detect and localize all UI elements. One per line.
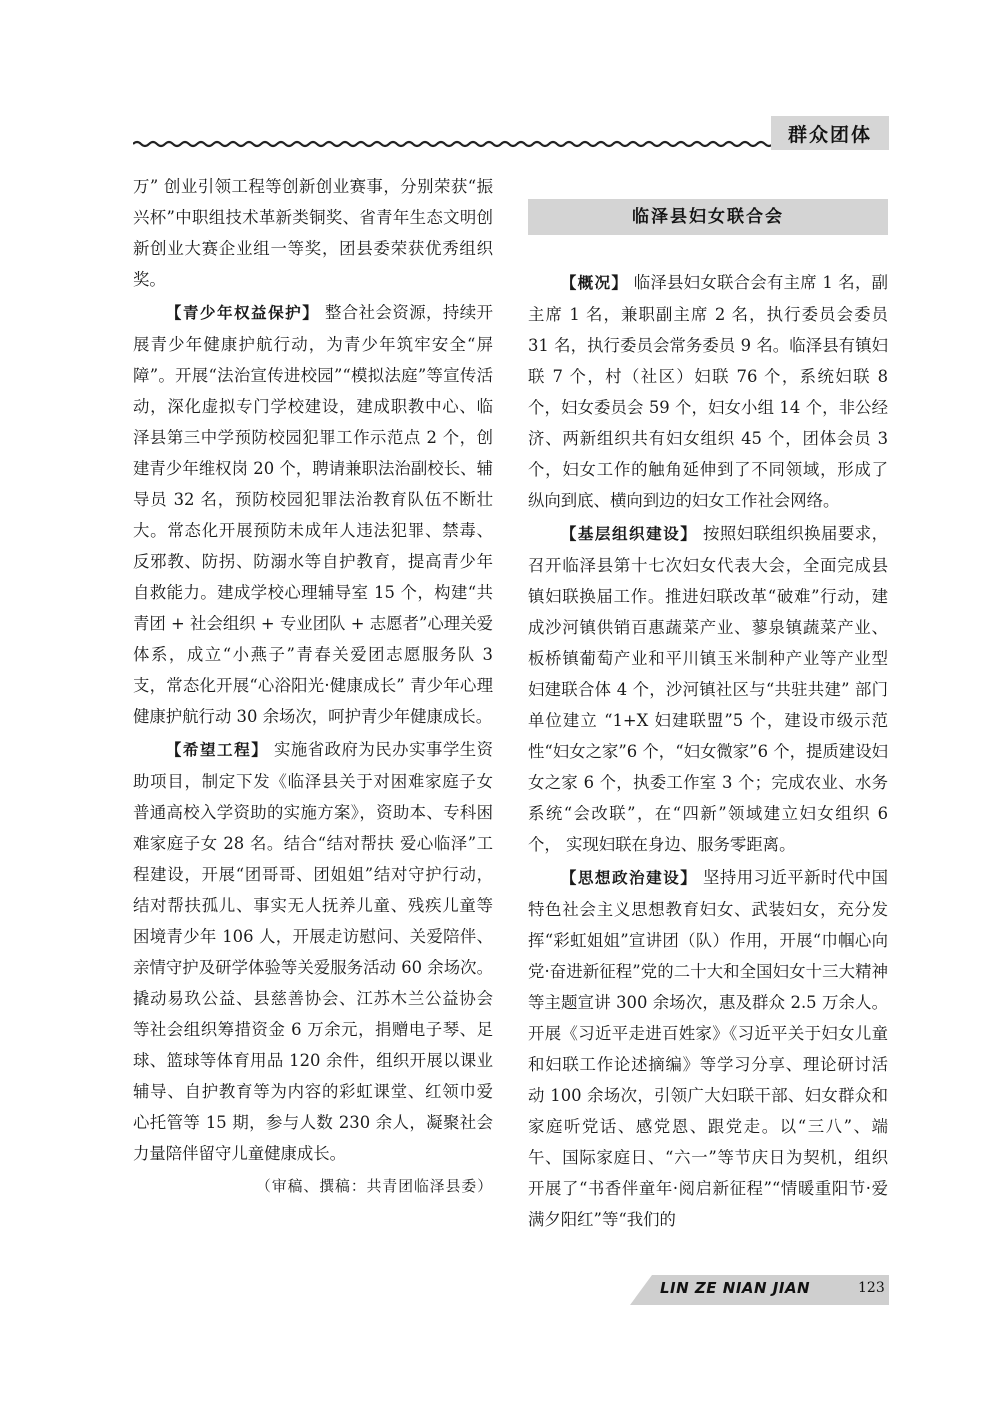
grassroots-heading: 【基层组织建设】: [560, 525, 698, 543]
grassroots-paragraph: [528, 518, 888, 860]
right-column: [528, 199, 888, 1237]
article-title: 临泽县妇女联合会: [528, 199, 888, 235]
page-number: 123: [858, 1280, 885, 1296]
hope-project-body: 实施省政府为民办实事学生资助项目，制定下发《临泽县关于对困难家庭子女普通高校入学资助的实施方案》，资助本、专科困难家庭子女 28 名。结合“结对帮扶 爱心临泽”工程建设，开展“团哥哥、团姐姐”结对守护行动，结对帮扶孤儿、事实无人抚养儿童、残疾儿童等困境青少年 106 人，开展走访慰问、关爱陪伴、亲情守护及研学体验等关爱服务活动 60 余场次。撬动易玖公益、县慈善协会、江苏木兰公益协会等社会组织筹措资金 6 万余元，捐赠电子琴、足球、篮球等体育用品 120 余件，组织开展以课业辅导、自护教育等为内容的彩虹课堂、红领巾爱心托管等 15 期，参与人数 230 余人，凝聚社会力量陪伴留守儿童健康成长。: [133, 740, 493, 1163]
hope-project-heading: 【希望工程】: [165, 741, 269, 759]
grassroots-body: 按照妇联组织换届要求，召开临泽县第十七次妇女代表大会，全面完成县镇妇联换届工作。推进妇联改革“破难”行动，建成沙河镇供销百惠蔬菜产业、蓼泉镇蔬菜产业、板桥镇葡萄产业和平川镇玉米制种产业等产业型妇建联合体 4 个，沙河镇社区与“共驻共建” 部门单位建立 “1+X 妇建联盟”5 个，建设市级示范性“妇女之家”6 个，“妇女微家”6 个，提质建设妇女之家 6 个，执委工作室 3 个；完成农业、水务系统“会改联”，在“四新”领域建立妇女组织 6 个， 实现妇联在身边、服务零距离。: [528, 524, 888, 854]
overview-heading: 【概况】: [560, 274, 629, 292]
footer-brand: LIN ZE NIAN JIAN: [660, 1279, 811, 1297]
left-column: [133, 171, 493, 1202]
ideology-heading: 【思想政治建设】: [560, 869, 698, 887]
ideology-body: 坚持用习近平新时代中国特色社会主义思想教育妇女、武装妇女，充分发挥“彩虹姐姐”宣讲团（队）作用，开展“巾帼心向党·奋进新征程”党的二十大和全国妇女十三大精神等主题宣讲 300 余场次，惠及群众 2.5 万余人。开展《习近平走进百姓家》《习近平关于妇女儿童和妇联工作论述摘编》等学习分享、理论研讨活动 100 余场次，引领广大妇联干部、妇女群众和家庭听党话、感党恩、跟党走。以“三八”、端午、国际家庭日、“六一”等节庆日为契机，组织开展了“书香伴童年·阅启新征程”“情暖重阳节·爱满夕阳红”等“我们的: [528, 868, 888, 1229]
hope-project-paragraph: [133, 734, 493, 1169]
section-label: 群众团体: [771, 116, 889, 150]
youth-rights-body: 整合社会资源，持续开展青少年健康护航行动，为青少年筑牢安全“屏障”。开展“法治宣传进校园”“模拟法庭”等宣传活动，深化虚拟专门学校建设，建成职教中心、临泽县第三中学预防校园犯罪工作示范点 2 个，创建青少年维权岗 20 个，聘请兼职法治副校长、辅导员 32 名，预防校园犯罪法治教育队伍不断壮大。常态化开展预防未成年人违法犯罪、禁毒、反邪教、防拐、防溺水等自护教育，提高青少年自救能力。建成学校心理辅导室 15 个，构建“共青团 + 社会组织 + 专业团队 + 志愿者”心理关爱体系，成立“小燕子”青春关爱团志愿服务队 3 支，常态化开展“心浴阳光·健康成长” 青少年心理健康护航行动 30 余场次，呵护青少年健康成长。: [133, 303, 493, 726]
ideology-paragraph: [528, 862, 888, 1235]
youth-rights-heading: 【青少年权益保护】: [165, 304, 320, 322]
continuation-paragraph: 万” 创业引领工程等创新创业赛事，分别荣获“振兴杯”中职组技术革新类铜奖、省青年生态文明创新创业大赛企业组一等奖，团县委荣获优秀组织奖。: [133, 177, 493, 289]
overview-body: 临泽县妇女联合会有主席 1 名，副主席 1 名，兼职副主席 2 名，执行委员会委员 31 名，执行委员会常务委员 9 名。临泽县有镇妇联 7 个，村（社区）妇联 76 个，系统妇联 8 个，妇女委员会 59 个，妇女小组 14 个，非公经济、两新组织共有妇女组织 45 个，团体会员 3 个，妇女工作的触角延伸到了不同领域，形成了纵向到底、横向到边的妇女工作社会网络。: [528, 273, 888, 510]
overview-paragraph: [528, 267, 888, 516]
header-wavy-rule: [133, 136, 773, 150]
article-credit: （审稿、撰稿：共青团临泽县委）: [256, 1178, 493, 1195]
youth-rights-paragraph: [133, 297, 493, 732]
